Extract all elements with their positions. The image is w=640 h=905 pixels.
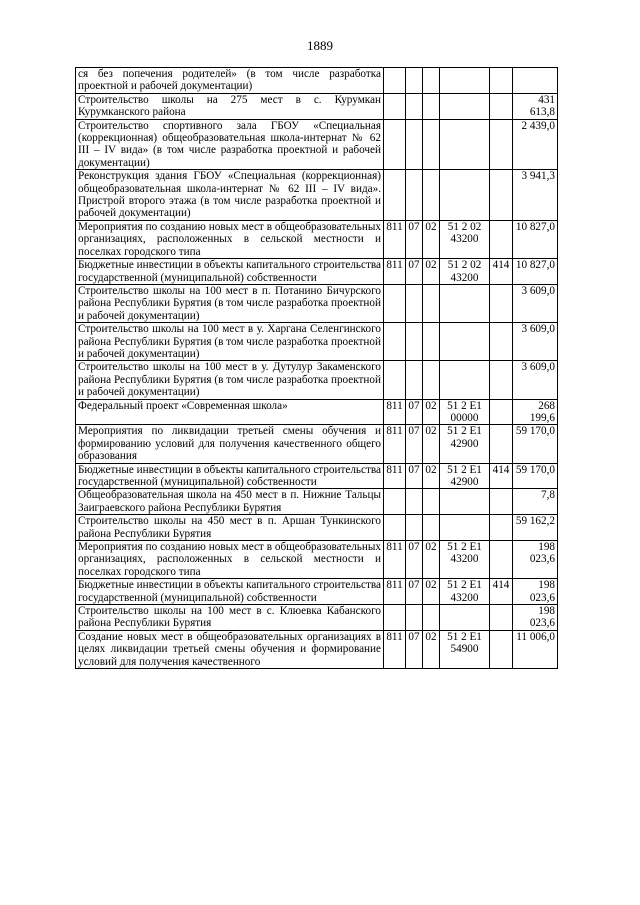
row-target-article-cell: [440, 119, 490, 170]
row-section-cell: 07: [406, 259, 423, 285]
row-target-article-cell: [440, 605, 490, 631]
row-subsection-cell: [423, 605, 440, 631]
table-row: [76, 68, 558, 94]
row-name-cell: Строительство школы на 100 мест в с. Клюевка Кабанского района Республики Бурятия: [76, 605, 384, 631]
row-expense-type-cell: [490, 68, 513, 94]
row-name-cell: Бюджетные инвестиции в объекты капитального строительства государственной (муниципальной) собственности: [76, 259, 384, 285]
row-target-article-cell: 51 2 Е1 42900: [440, 463, 490, 489]
budget-table: [75, 67, 558, 669]
row-subsection-cell: [423, 515, 440, 541]
row-amount-cell: 3 609,0: [513, 284, 558, 322]
row-section-cell: [406, 489, 423, 515]
row-section-cell: [406, 361, 423, 399]
row-amount-cell: 2 439,0: [513, 119, 558, 170]
row-subsection-cell: [423, 170, 440, 221]
row-subsection-cell: [423, 489, 440, 515]
row-subsection-cell: 02: [423, 463, 440, 489]
row-grbs-cell: [384, 361, 406, 399]
row-grbs-cell: [384, 515, 406, 541]
row-subsection-cell: 02: [423, 399, 440, 425]
row-section-cell: [406, 284, 423, 322]
row-section-cell: 07: [406, 425, 423, 463]
row-amount-cell: 11 006,0: [513, 630, 558, 668]
row-expense-type-cell: [490, 541, 513, 579]
table-row: [76, 425, 558, 463]
row-name-cell: ся без попечения родителей» (в том числе разработка проектной и рабочей документации): [76, 68, 384, 94]
row-expense-type-cell: [490, 399, 513, 425]
row-grbs-cell: 811: [384, 220, 406, 258]
row-amount-cell: 198 023,6: [513, 579, 558, 605]
table-row: [76, 489, 558, 515]
row-grbs-cell: [384, 93, 406, 119]
row-subsection-cell: [423, 361, 440, 399]
page-number: 1889: [307, 38, 333, 53]
table-row: [76, 541, 558, 579]
row-section-cell: 07: [406, 220, 423, 258]
row-amount-cell: 198 023,6: [513, 541, 558, 579]
row-target-article-cell: [440, 68, 490, 94]
row-subsection-cell: 02: [423, 259, 440, 285]
row-grbs-cell: 811: [384, 259, 406, 285]
row-name-cell: Строительство спортивного зала ГБОУ «Специальная (коррекционная) общеобразовательная школа-интернат № 62 III – IV вида» (в том числе разработка проектной и рабочей документации): [76, 119, 384, 170]
row-expense-type-cell: [490, 323, 513, 361]
table-row: [76, 259, 558, 285]
row-subsection-cell: [423, 68, 440, 94]
row-name-cell: Бюджетные инвестиции в объекты капитального строительства государственной (муниципальной) собственности: [76, 463, 384, 489]
row-name-cell: Мероприятия по созданию новых мест в общеобразовательных организациях, расположенных в сельской местности и поселках городского типа: [76, 541, 384, 579]
row-target-article-cell: [440, 170, 490, 221]
row-amount-cell: [513, 68, 558, 94]
row-grbs-cell: 811: [384, 541, 406, 579]
table-row: [76, 630, 558, 668]
row-expense-type-cell: [490, 284, 513, 322]
row-name-cell: Строительство школы на 450 мест в п. Аршан Тункинского района Республики Бурятия: [76, 515, 384, 541]
row-grbs-cell: [384, 605, 406, 631]
row-name-cell: Общеобразовательная школа на 450 мест в п. Нижние Тальцы Заиграевского района Республики Бурятия: [76, 489, 384, 515]
row-subsection-cell: 02: [423, 220, 440, 258]
row-expense-type-cell: [490, 515, 513, 541]
table-body: [76, 68, 558, 669]
row-expense-type-cell: [490, 489, 513, 515]
row-amount-cell: 10 827,0: [513, 259, 558, 285]
row-grbs-cell: [384, 68, 406, 94]
table-row: [76, 170, 558, 221]
row-section-cell: 07: [406, 463, 423, 489]
row-section-cell: [406, 170, 423, 221]
table-row: [76, 119, 558, 170]
table-row: [76, 323, 558, 361]
row-target-article-cell: [440, 93, 490, 119]
table-row: [76, 579, 558, 605]
row-amount-cell: 59 170,0: [513, 425, 558, 463]
row-target-article-cell: 51 2 Е1 00000: [440, 399, 490, 425]
row-target-article-cell: [440, 361, 490, 399]
row-section-cell: 07: [406, 399, 423, 425]
row-amount-cell: 59 170,0: [513, 463, 558, 489]
row-target-article-cell: [440, 284, 490, 322]
row-grbs-cell: 811: [384, 630, 406, 668]
row-name-cell: Федеральный проект «Современная школа»: [76, 399, 384, 425]
row-section-cell: [406, 93, 423, 119]
table-row: [76, 361, 558, 399]
row-section-cell: [406, 323, 423, 361]
row-amount-cell: 3 609,0: [513, 323, 558, 361]
row-target-article-cell: [440, 323, 490, 361]
row-grbs-cell: 811: [384, 425, 406, 463]
row-grbs-cell: 811: [384, 399, 406, 425]
row-target-article-cell: 51 2 02 43200: [440, 259, 490, 285]
row-expense-type-cell: [490, 630, 513, 668]
table-row: [76, 220, 558, 258]
row-name-cell: Строительство школы на 100 мест в у. Харгана Селенгинского района Республики Бурятия (в том числе разработка проектной и рабочей документации): [76, 323, 384, 361]
row-target-article-cell: [440, 489, 490, 515]
row-grbs-cell: [384, 170, 406, 221]
row-section-cell: [406, 605, 423, 631]
row-expense-type-cell: [490, 119, 513, 170]
row-amount-cell: 268 199,6: [513, 399, 558, 425]
row-amount-cell: 431 613,8: [513, 93, 558, 119]
row-subsection-cell: 02: [423, 579, 440, 605]
row-target-article-cell: 51 2 02 43200: [440, 220, 490, 258]
row-target-article-cell: 51 2 Е1 42900: [440, 425, 490, 463]
table-row: [76, 515, 558, 541]
row-amount-cell: 10 827,0: [513, 220, 558, 258]
row-subsection-cell: [423, 119, 440, 170]
row-subsection-cell: 02: [423, 425, 440, 463]
row-subsection-cell: 02: [423, 541, 440, 579]
table-row: [76, 284, 558, 322]
row-name-cell: Мероприятия по ликвидации третьей смены обучения и формированию условий для получения качественного общего образования: [76, 425, 384, 463]
row-section-cell: 07: [406, 630, 423, 668]
row-expense-type-cell: [490, 93, 513, 119]
table-row: [76, 463, 558, 489]
row-expense-type-cell: 414: [490, 463, 513, 489]
row-section-cell: 07: [406, 541, 423, 579]
row-amount-cell: 3 609,0: [513, 361, 558, 399]
row-amount-cell: 7,8: [513, 489, 558, 515]
row-expense-type-cell: [490, 220, 513, 258]
row-subsection-cell: 02: [423, 630, 440, 668]
table-row: [76, 605, 558, 631]
row-name-cell: Мероприятия по созданию новых мест в общеобразовательных организациях, расположенных в сельской местности и поселках городского типа: [76, 220, 384, 258]
row-expense-type-cell: [490, 361, 513, 399]
row-name-cell: Строительство школы на 100 мест в у. Дутулур Закаменского района Республики Бурятия (в том числе разработка проектной и рабочей документации): [76, 361, 384, 399]
row-subsection-cell: [423, 323, 440, 361]
row-name-cell: Строительство школы на 100 мест в п. Потанино Бичурского района Республики Бурятия (в том числе разработка проектной и рабочей документации): [76, 284, 384, 322]
row-section-cell: 07: [406, 579, 423, 605]
row-name-cell: Строительство школы на 275 мест в с. Курумкан Курумканского района: [76, 93, 384, 119]
row-section-cell: [406, 119, 423, 170]
row-section-cell: [406, 68, 423, 94]
row-grbs-cell: [384, 284, 406, 322]
row-expense-type-cell: 414: [490, 579, 513, 605]
row-expense-type-cell: 414: [490, 259, 513, 285]
row-name-cell: Реконструкция здания ГБОУ «Специальная (коррекционная) общеобразовательная школа-интернат № 62 III – IV вида». Пристрой второго этажа (в том числе разработка проектной и рабочей документации): [76, 170, 384, 221]
row-expense-type-cell: [490, 605, 513, 631]
row-grbs-cell: [384, 119, 406, 170]
row-expense-type-cell: [490, 170, 513, 221]
row-target-article-cell: 51 2 Е1 43200: [440, 541, 490, 579]
table-row: [76, 93, 558, 119]
row-target-article-cell: [440, 515, 490, 541]
row-target-article-cell: 51 2 Е1 43200: [440, 579, 490, 605]
row-name-cell: Бюджетные инвестиции в объекты капитального строительства государственной (муниципальной) собственности: [76, 579, 384, 605]
row-subsection-cell: [423, 284, 440, 322]
row-grbs-cell: 811: [384, 579, 406, 605]
row-grbs-cell: [384, 323, 406, 361]
row-subsection-cell: [423, 93, 440, 119]
row-name-cell: Создание новых мест в общеобразовательных организациях в целях ликвидации третьей смены обучения и формирование условий для получения качественного: [76, 630, 384, 668]
row-section-cell: [406, 515, 423, 541]
row-target-article-cell: 51 2 Е1 54900: [440, 630, 490, 668]
table-row: [76, 399, 558, 425]
row-grbs-cell: 811: [384, 463, 406, 489]
row-amount-cell: 3 941,3: [513, 170, 558, 221]
row-amount-cell: 198 023,6: [513, 605, 558, 631]
row-expense-type-cell: [490, 425, 513, 463]
row-grbs-cell: [384, 489, 406, 515]
row-amount-cell: 59 162,2: [513, 515, 558, 541]
